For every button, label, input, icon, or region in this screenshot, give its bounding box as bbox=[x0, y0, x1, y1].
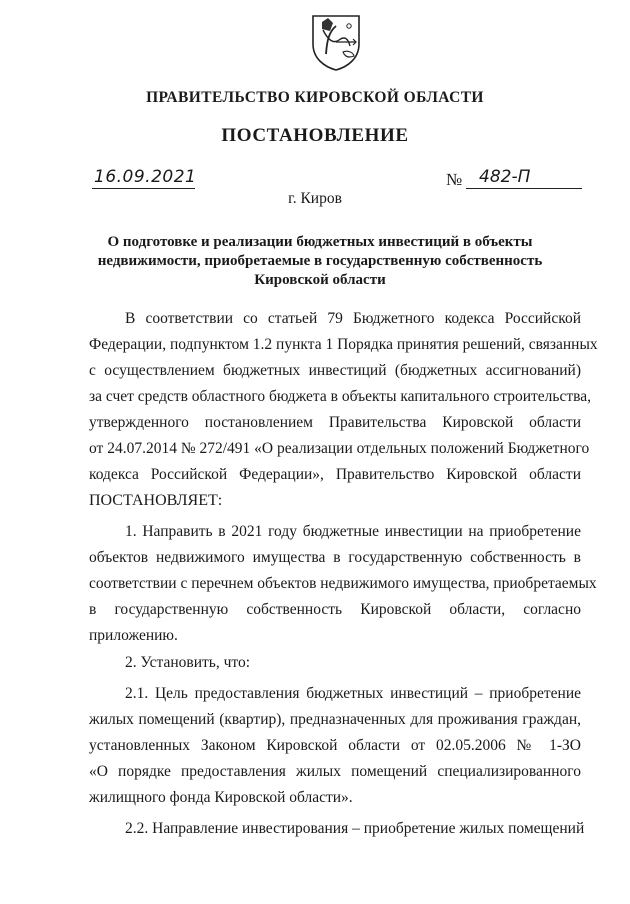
paragraph-line: от 24.07.2014 № 272/491 «О реализации отдельных положений Бюджетного bbox=[89, 440, 590, 457]
paragraph-line: жилых помещений (квартир), предназначенных для проживания граждан, bbox=[89, 711, 581, 728]
subject-line: О подготовке и реализации бюджетных инвестиций в объекты bbox=[107, 234, 533, 250]
document-number: 482-П bbox=[479, 167, 531, 187]
paragraph-line: соответствии с перечнем объектов недвижимого имущества, приобретаемых bbox=[89, 575, 597, 592]
date-underline bbox=[92, 188, 195, 189]
paragraph-line: 1. Направить в 2021 году бюджетные инвестиции на приобретение bbox=[125, 523, 581, 540]
kirov-coat-of-arms-icon bbox=[309, 12, 363, 72]
paragraph-line: «О порядке предоставления жилых помещений специализированного bbox=[89, 763, 581, 780]
document-subject bbox=[60, 233, 580, 290]
paragraph-line: установленных Законом Кировской области от 02.05.2006 № 1-ЗО bbox=[89, 737, 581, 754]
paragraph-line: приложению. bbox=[89, 627, 178, 644]
document-date: 16.09.2021 bbox=[94, 167, 197, 187]
paragraph-line: В соответствии со статьей 79 Бюджетного кодекса Российской bbox=[125, 310, 581, 327]
paragraph-line: за счет средств областного бюджета в объекты капитального строительства, bbox=[89, 388, 591, 405]
paragraph-line: Федерации, подпунктом 1.2 пункта 1 Порядка принятия решений, связанных bbox=[89, 336, 598, 353]
paragraph-line: ПОСТАНОВЛЯЕТ: bbox=[89, 492, 223, 509]
paragraph-line: 2.2. Направление инвестирования – приобретение жилых помещений bbox=[125, 820, 585, 837]
paragraph-line: 2. Установить, что: bbox=[125, 654, 251, 671]
city: г. Киров bbox=[288, 190, 342, 207]
document-type: ПОСТАНОВЛЕНИЕ bbox=[221, 125, 409, 146]
number-underline bbox=[466, 188, 582, 189]
government-title: ПРАВИТЕЛЬСТВО КИРОВСКОЙ ОБЛАСТИ bbox=[146, 89, 484, 106]
paragraph-line: кодекса Российской Федерации», Правительство Кировской области bbox=[89, 466, 581, 483]
paragraph-line: с осуществлением бюджетных инвестиций (бюджетных ассигнований) bbox=[89, 362, 581, 379]
paragraph-line: 2.1. Цель предоставления бюджетных инвестиций – приобретение bbox=[125, 685, 581, 702]
number-sign: № bbox=[446, 170, 463, 189]
paragraph-line: жилищного фонда Кировской области». bbox=[89, 789, 353, 806]
paragraph-line: утвержденного постановлением Правительства Кировской области bbox=[89, 414, 581, 431]
subject-line: недвижимости, приобретаемые в государственную собственность bbox=[97, 253, 543, 269]
paragraph-line: в государственную собственность Кировской области, согласно bbox=[89, 601, 581, 618]
subject-line: Кировской области bbox=[254, 272, 386, 288]
paragraph-line: объектов недвижимого имущества в государственную собственность в bbox=[89, 549, 581, 566]
